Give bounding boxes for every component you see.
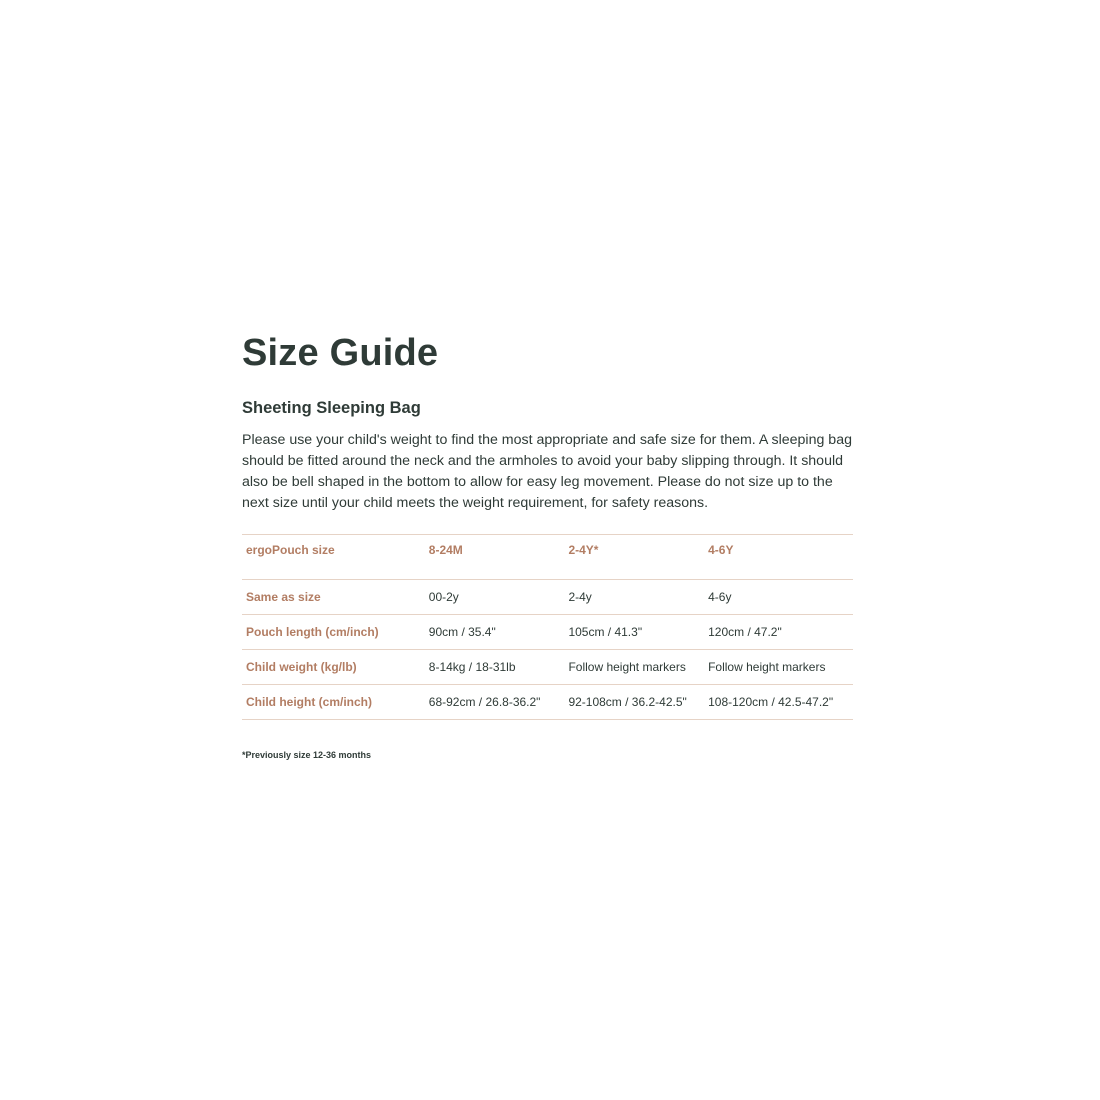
table-row	[242, 685, 853, 720]
table-header-row	[242, 535, 853, 580]
table-cell: 2-4y	[568, 590, 592, 604]
header-cell: 8-24M	[428, 543, 463, 557]
table-row	[242, 615, 853, 650]
intro-paragraph: Please use your child's weight to find the most appropriate and safe size for them. A sleeping bag should be fitted around the neck and the armholes to avoid your baby slipping through. It should also be bell shaped in the bottom to allow for easy leg movement. Please do not size up to the next size until your child meets the weight requirement, for safety reasons.	[242, 432, 852, 511]
table-cell: 4-6y	[708, 590, 732, 604]
table-cell: 108-120cm / 42.5-47.2"	[708, 695, 834, 709]
table-cell: Follow height markers	[568, 660, 686, 674]
row-label: Child weight (kg/lb)	[246, 660, 357, 674]
row-label: Child height (cm/inch)	[246, 695, 372, 709]
row-label: Pouch length (cm/inch)	[246, 625, 379, 639]
table-cell: 90cm / 35.4"	[428, 625, 496, 639]
size-table	[242, 534, 853, 720]
header-cell: 2-4Y*	[568, 543, 599, 557]
footnote: *Previously size 12-36 months	[242, 750, 372, 760]
table-cell: 120cm / 47.2"	[708, 625, 782, 639]
product-subtitle: Sheeting Sleeping Bag	[242, 399, 421, 417]
size-guide	[242, 330, 862, 760]
table-cell: 68-92cm / 26.8-36.2"	[428, 695, 541, 709]
header-cell: ergoPouch size	[246, 543, 335, 557]
table-cell: Follow height markers	[708, 660, 826, 674]
table-row	[242, 650, 853, 685]
table-cell: 105cm / 41.3"	[568, 625, 643, 639]
table-cell: 8-14kg / 18-31lb	[428, 660, 516, 674]
table-cell: 92-108cm / 36.2-42.5"	[568, 695, 687, 709]
table-cell: 00-2y	[428, 590, 459, 604]
row-label: Same as size	[246, 590, 321, 604]
header-cell: 4-6Y	[708, 543, 734, 557]
page-title: Size Guide	[242, 332, 439, 374]
table-row	[242, 580, 853, 615]
